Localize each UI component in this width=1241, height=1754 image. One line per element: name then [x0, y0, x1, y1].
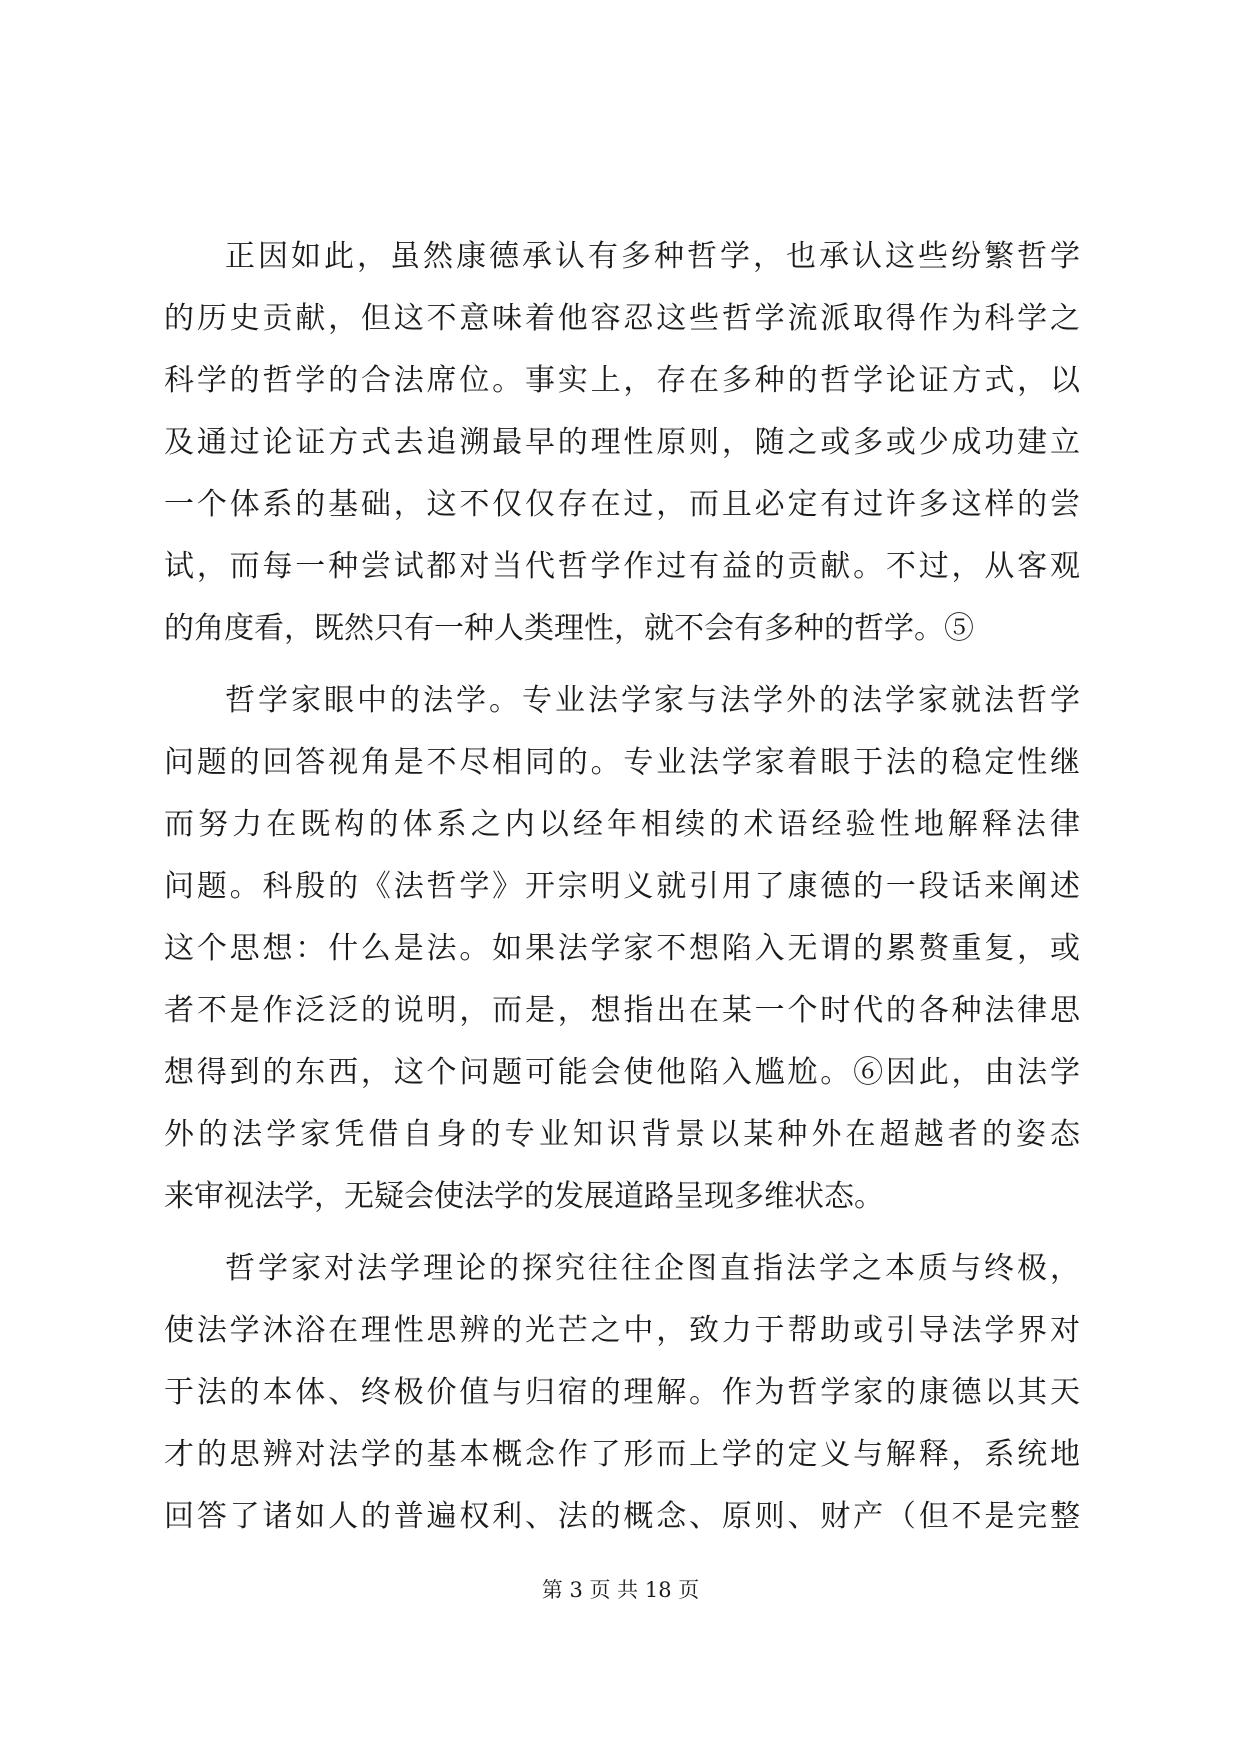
- page-number-footer: 第 3 页 共 18 页: [541, 1578, 700, 1602]
- text-line: 使法学沐浴在理性思辨的光芒之中，致力于帮助或引导法学界对: [164, 1313, 1080, 1348]
- text-line: 试，而每一种尝试都对当代哲学作过有益的贡献。不过，从客观: [164, 549, 1080, 584]
- text-line: 而努力在既构的体系之内以经年相续的术语经验性地解释法律: [164, 807, 1080, 842]
- text-line: 正因如此，虽然康德承认有多种哲学，也承认这些纷繁哲学: [225, 239, 1080, 274]
- text-line: 哲学家眼中的法学。专业法学家与法学外的法学家就法哲学: [225, 683, 1080, 718]
- paragraph-spacer: [164, 1228, 1080, 1238]
- text-line: 问题的回答视角是不尽相同的。专业法学家着眼于法的稳定性继: [164, 745, 1080, 780]
- text-line: 及通过论证方式去追溯最早的理性原则，随之或多或少成功建立: [164, 425, 1080, 460]
- text-line: 科学的哲学的合法席位。事实上，存在多种的哲学论证方式，以: [164, 363, 1080, 398]
- text-line: 的角度看，既然只有一种人类理性，就不会有多种的哲学。⑤: [164, 611, 974, 646]
- body-text: [164, 226, 1080, 1548]
- text-line: 于法的本体、终极价值与归宿的理解。作为哲学家的康德以其天: [164, 1375, 1080, 1410]
- paragraph-1: [164, 226, 1080, 660]
- text-line: 外的法学家凭借自身的专业知识背景以某种外在超越者的姿态: [164, 1117, 1080, 1152]
- text-line: 来审视法学，无疑会使法学的发展道路呈现多维状态。: [164, 1179, 884, 1214]
- text-line: 回答了诸如人的普遍权利、法的概念、原则、财产（但不是完整: [164, 1499, 1080, 1534]
- paragraph-2: [164, 670, 1080, 1228]
- text-line: 哲学家对法学理论的探究往往企图直指法学之本质与终极，: [225, 1251, 1080, 1286]
- text-line: 一个体系的基础，这不仅仅存在过，而且必定有过许多这样的尝: [164, 487, 1080, 522]
- text-line: 问题。科殷的《法哲学》开宗明义就引用了康德的一段话来阐述: [164, 869, 1080, 904]
- text-line: 才的思辨对法学的基本概念作了形而上学的定义与解释，系统地: [164, 1437, 1080, 1472]
- text-line: 的历史贡献，但这不意味着他容忍这些哲学流派取得作为科学之: [164, 301, 1080, 336]
- paragraph-3: [164, 1238, 1080, 1548]
- paragraph-spacer: [164, 660, 1080, 670]
- text-line: 这个思想：什么是法。如果法学家不想陷入无谓的累赘重复，或: [164, 931, 1080, 966]
- text-line: 者不是作泛泛的说明，而是，想指出在某一个时代的各种法律思: [164, 993, 1080, 1028]
- text-line: 想得到的东西，这个问题可能会使他陷入尴尬。⑥因此，由法学: [164, 1055, 1080, 1090]
